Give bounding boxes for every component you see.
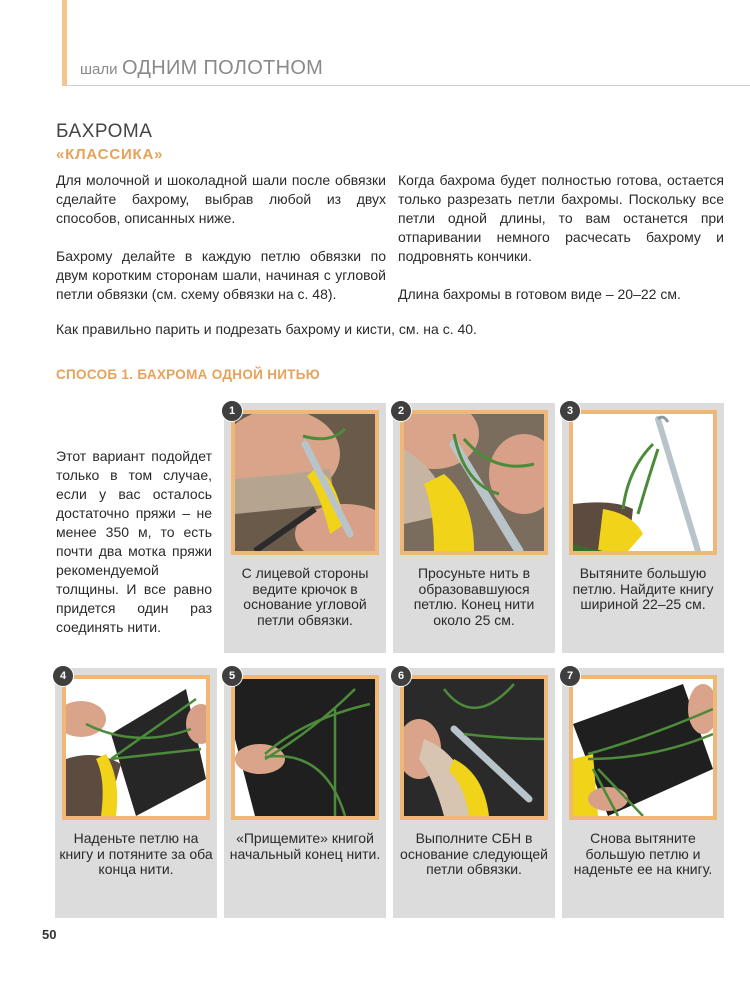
step-card (224, 668, 386, 918)
step-caption: Выполните СБН в основание следующей петли обвязки. (400, 830, 548, 877)
intro-paragraph: Бахрому делайте в каждую петлю обвязки по двум коротким сторонам шали, начиная с угловой петли обвязки (см. схему обвязки на с. 48). (56, 248, 386, 302)
page-subtitle: «КЛАССИКА» (56, 146, 164, 163)
page-title: БАХРОМА (56, 121, 153, 142)
step-card (393, 403, 555, 653)
header-title: ОДНИМ ПОЛОТНОМ (121, 57, 324, 79)
step-caption: Просуньте нить в образовавшуюся петлю. Конец нити около 25 см. (413, 565, 535, 628)
intro-paragraph: Длина бахромы в готовом виде – 20–22 см. (398, 286, 681, 302)
page-number: 50 (42, 927, 57, 942)
method-description (56, 447, 212, 637)
step-caption: Наденьте петлю на книгу и потяните за оба конца нити. (59, 830, 213, 877)
step-card (562, 668, 724, 918)
intro-paragraph: Когда бахрома будет полностью готова, остается только разрезать петли бахромы. Поскольку все петли одной длины, то вам останется при отпаривании немного расчесать бахрому и подровнять кончики. (398, 172, 724, 264)
crochet-photo-image (235, 414, 375, 551)
crochet-photo-image (573, 414, 713, 551)
intro-paragraph: Для молочной и шоколадной шали после обвязки сделайте бахрому, выбрав любой из двух способов, описанных ниже. (56, 172, 386, 226)
method-heading: СПОСОБ 1. БАХРОМА ОДНОЙ НИТЬЮ (56, 367, 321, 382)
crochet-photo-image (573, 679, 713, 816)
step-number: 6 (390, 665, 412, 687)
step-number: 1 (221, 400, 243, 422)
header-divider (67, 85, 750, 86)
crochet-photo-image (66, 679, 206, 816)
crochet-photo-image (404, 679, 544, 816)
step-photo (400, 410, 548, 555)
step-photo (569, 675, 717, 820)
running-header (80, 57, 323, 80)
step-card (55, 668, 217, 918)
header-accent-bar (62, 0, 67, 86)
step-card (224, 403, 386, 653)
step-number: 2 (390, 400, 412, 422)
step-number: 5 (221, 665, 243, 687)
crochet-photo-image (404, 414, 544, 551)
step-photo (231, 410, 379, 555)
step-photo (62, 675, 210, 820)
step-caption: С лицевой стороны ведите крючок в основание угловой петли обвязки. (241, 565, 369, 628)
header-section: шали (80, 61, 118, 78)
method-text: Этот вариант подойдет только в том случае, если у вас осталось достаточно пряжи – не менее 350 м, то есть почти два мотка пряжи рекомендуемой толщины. И все равно придется один раз соединять нити. (56, 448, 212, 635)
step-photo (569, 410, 717, 555)
step-caption: Вытяните большую петлю. Найдите книгу шириной 22–25 см. (572, 565, 714, 612)
intro-right-column (398, 171, 724, 304)
step-number: 7 (559, 665, 581, 687)
step-number: 4 (52, 665, 74, 687)
step-number: 3 (559, 400, 581, 422)
step-card (393, 668, 555, 918)
step-caption: «Прищемите» книгой начальный конец нити. (229, 830, 381, 862)
step-photo (231, 675, 379, 820)
step-card (562, 403, 724, 653)
reference-line: Как правильно парить и подрезать бахрому и кисти, см. на с. 40. (56, 321, 477, 337)
step-caption: Снова вытяните большую петлю и наденьте ее на книгу. (573, 830, 713, 877)
step-photo (400, 675, 548, 820)
crochet-photo-image (235, 679, 375, 816)
intro-left-column (56, 171, 386, 304)
